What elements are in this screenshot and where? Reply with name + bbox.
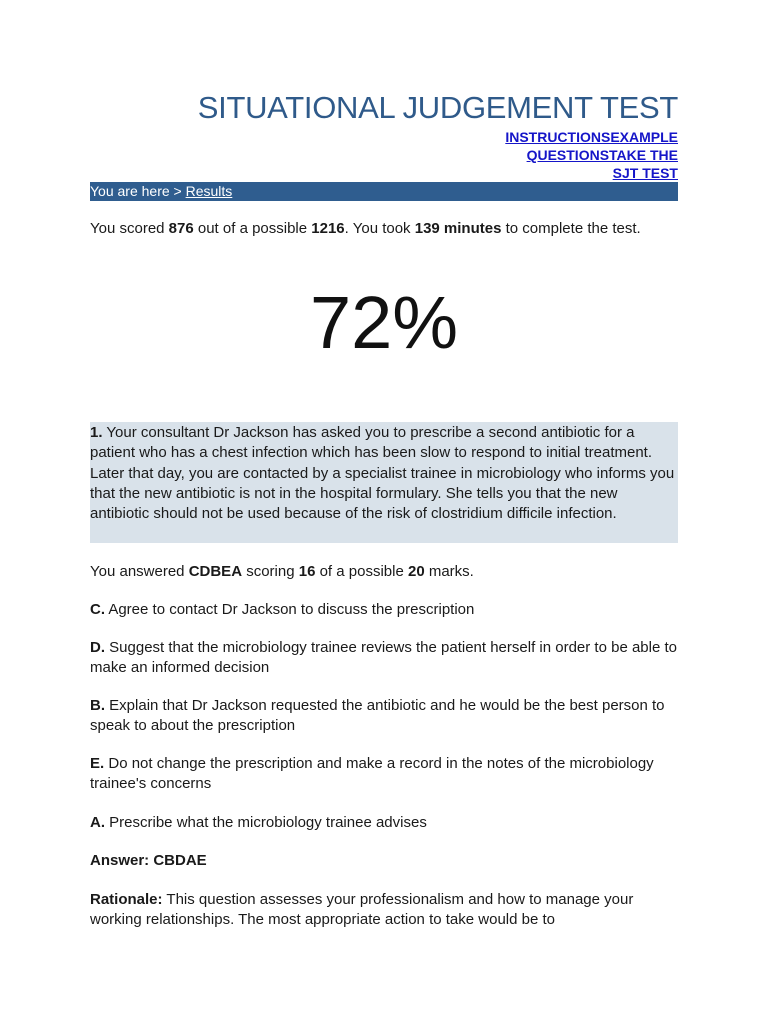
- nav-link-line-1[interactable]: INSTRUCTIONSEXAMPLE: [505, 129, 678, 145]
- answer-result: [90, 562, 678, 582]
- option-text: Explain that Dr Jackson requested the antibiotic and he would be the best person to speak to about the prescription: [90, 697, 665, 734]
- nav-link-line-2[interactable]: QUESTIONSTAKE THE: [526, 147, 678, 163]
- score-summary: [90, 219, 678, 239]
- score-text-2: out of a possible: [193, 220, 312, 237]
- option-item: [90, 638, 678, 678]
- score-minutes: 139 minutes: [414, 220, 502, 237]
- option-item: [90, 696, 678, 736]
- option-item: [90, 600, 678, 620]
- rationale-text: This question assesses your professionalism and how to manage your working relationships. The most appropriate action to take would be to: [90, 891, 634, 928]
- score-possible: 1216: [311, 220, 345, 237]
- result-scoring: 16: [298, 563, 316, 580]
- option-letter: C.: [90, 601, 105, 618]
- site-title: SITUATIONAL JUDGEMENT TEST: [197, 90, 678, 125]
- question-number: 1.: [90, 424, 103, 441]
- answer-label: Answer: CBDAE: [90, 852, 207, 869]
- score-text-4: to complete the test.: [501, 220, 641, 237]
- option-letter: D.: [90, 639, 105, 656]
- result-text-2: scoring: [242, 563, 299, 580]
- result-text-3: of a possible: [315, 563, 408, 580]
- rationale: [90, 890, 678, 930]
- option-text: Suggest that the microbiology trainee reviews the patient herself in order to be able to make an informed decision: [90, 639, 677, 676]
- nav-link-line-3[interactable]: SJT TEST: [612, 165, 678, 181]
- score-value: 876: [168, 220, 194, 237]
- result-possible: 20: [407, 563, 425, 580]
- nav-links: [478, 128, 678, 182]
- breadcrumb-prefix: You are here >: [90, 183, 182, 199]
- option-letter: A.: [90, 814, 105, 831]
- answer-key: [90, 851, 678, 871]
- option-letter: B.: [90, 697, 105, 714]
- breadcrumb-link-results[interactable]: Results: [185, 183, 233, 199]
- score-percent: 72%: [309, 281, 459, 364]
- option-letter: E.: [90, 755, 105, 772]
- breadcrumb: [90, 182, 678, 201]
- question-text: Your consultant Dr Jackson has asked you to prescribe a second antibiotic for a patient who has a chest infection which has been slow to respond to initial treatment. Later that day, you are contacted by a specialist trainee in microbiology who informs you that the new antibiotic is not in the hospital formulary. She tells you that the new antibiotic should not be used because of the risk of clostridium difficile infection.: [90, 424, 675, 523]
- result-text-4: marks.: [424, 563, 474, 580]
- score-text-1: You scored: [90, 220, 169, 237]
- option-item: [90, 754, 678, 794]
- option-text: Do not change the prescription and make a record in the notes of the microbiology trainee's concerns: [90, 755, 654, 792]
- result-text-1: You answered: [90, 563, 189, 580]
- option-item: [90, 813, 678, 833]
- rationale-label: Rationale:: [90, 891, 163, 908]
- option-text: Prescribe what the microbiology trainee advises: [105, 814, 427, 831]
- question-box: [90, 422, 678, 543]
- score-text-3: . You took: [344, 220, 415, 237]
- result-answered: CDBEA: [188, 563, 243, 580]
- option-text: Agree to contact Dr Jackson to discuss the prescription: [105, 601, 475, 618]
